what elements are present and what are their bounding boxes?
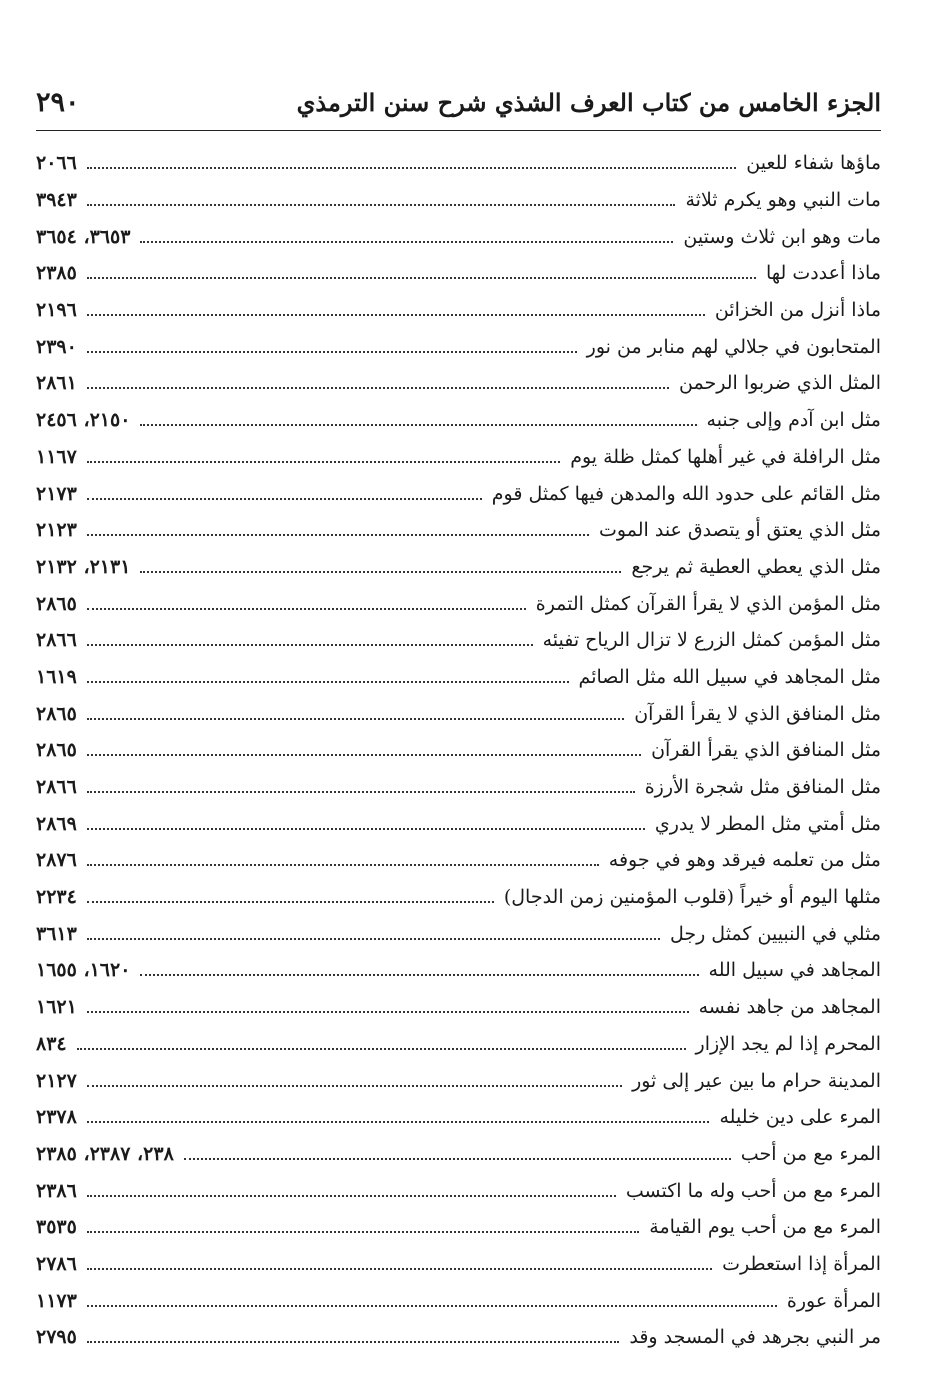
entry-text: مثل المنافق الذي لا يقرأ القرآن [634, 702, 881, 725]
entry-refs: ٢٨٦٥ [36, 739, 77, 762]
entry-refs: ٢٣٨، ٢٣٨٧، ٢٣٨٥ [36, 1142, 174, 1165]
dot-leader [184, 1158, 731, 1160]
index-entry [36, 1209, 881, 1246]
dot-leader [87, 1011, 689, 1013]
entry-refs: ٢٢٣٤ [36, 886, 77, 909]
entry-refs: ٢١٩٦ [36, 299, 77, 322]
dot-leader [87, 681, 569, 683]
index-entry [36, 1136, 881, 1173]
running-title: الجزء الخامس من كتاب العرف الشذي شرح سنن الترمذي [296, 87, 881, 117]
entry-refs: ١٦٢٠، ١٦٥٥ [36, 959, 131, 982]
index-entry [36, 805, 881, 842]
entry-text: ماذا أنزل من الخزائن [714, 299, 881, 322]
index-entry [36, 1026, 881, 1063]
dot-leader [87, 204, 676, 206]
index-entry [36, 1099, 881, 1136]
entry-text: المرء مع من أحب يوم القيامة [649, 1216, 881, 1239]
entry-text: مثل الذي يعتق أو يتصدق عند الموت [599, 519, 881, 542]
dot-leader [87, 461, 560, 463]
entry-refs: ٣٥٣٥ [36, 1216, 77, 1239]
entry-refs: ٢٨٦١ [36, 372, 77, 395]
entry-text: المرء مع من أحب وله ما اكتسب [625, 1179, 881, 1202]
entry-refs: ٢٨٦٩ [36, 812, 77, 835]
entry-text: المجاهد في سبيل الله [708, 959, 881, 982]
entry-text: مثل الذي يعطي العطية ثم يرجع [631, 555, 881, 578]
dot-leader [87, 644, 533, 646]
entry-text: المجاهد من جاهد نفسه [698, 996, 881, 1019]
dot-leader [87, 534, 589, 536]
index-entry [36, 292, 881, 329]
dot-leader [87, 351, 577, 353]
index-entry [36, 218, 881, 255]
entry-text: مثل المؤمن كمثل الزرع لا تزال الرياح تفيئه [542, 629, 881, 652]
dot-leader [140, 424, 696, 426]
entry-text: ماؤها شفاء للعين [746, 152, 881, 175]
index-entry [36, 439, 881, 476]
dot-leader [87, 1341, 620, 1343]
dot-leader [87, 277, 756, 279]
entry-text: مر النبي بجرهد في المسجد وقد [629, 1326, 881, 1349]
entry-text: مات النبي وهو يكرم ثلاثة [685, 189, 881, 212]
entry-refs: ٢٨٧٦ [36, 849, 77, 872]
index-entry [36, 475, 881, 512]
entry-refs: ٢١٧٣ [36, 482, 77, 505]
entry-refs: ٣٦١٣ [36, 922, 77, 945]
index-entry [36, 695, 881, 732]
dot-leader [87, 1231, 639, 1233]
entry-refs: ٣٦٥٣، ٣٦٥٤ [36, 225, 131, 248]
dot-leader [87, 938, 660, 940]
entry-text: المثل الذي ضربوا الرحمن [679, 372, 881, 395]
dot-leader [87, 864, 599, 866]
entry-refs: ٢٣٨٥ [36, 262, 77, 285]
index-entry [36, 255, 881, 292]
entry-refs: ٢٧٩٥ [36, 1326, 77, 1349]
index-entry [36, 622, 881, 659]
entry-refs: ٢٣٧٨ [36, 1106, 77, 1129]
header-divider [36, 130, 881, 131]
entry-refs: ١٦٢١ [36, 996, 77, 1019]
dot-leader [87, 754, 641, 756]
entry-refs: ٢١٢٧ [36, 1069, 77, 1092]
entry-refs: ٢٨٦٦ [36, 776, 77, 799]
entry-refs: ٢١٥٠، ٢٤٥٦ [36, 409, 131, 432]
page-header [36, 82, 881, 122]
dot-leader [87, 314, 705, 316]
entry-refs: ٢٨٦٥ [36, 702, 77, 725]
index-entry [36, 659, 881, 696]
dot-leader [87, 791, 635, 793]
entry-text: مثلها اليوم أو خيراً (قلوب المؤمنين زمن الدجال) [503, 886, 881, 909]
dot-leader [140, 571, 621, 573]
index-entry [36, 585, 881, 622]
dot-leader [140, 241, 673, 243]
entry-text: المرأة عورة [786, 1289, 881, 1312]
index-entry [36, 402, 881, 439]
dot-leader [87, 828, 645, 830]
entry-refs: ٢١٣١، ٢١٣٢ [36, 555, 131, 578]
entry-text: المحرم إذا لم يجد الإزار [695, 1032, 881, 1055]
entry-text: المدينة حرام ما بين عير إلى ثور [632, 1069, 881, 1092]
index-entry [36, 182, 881, 219]
entry-text: مثل ابن آدم وإلى جنبه [706, 409, 881, 432]
dot-leader [87, 718, 624, 720]
index-entry [36, 365, 881, 402]
index-entry [36, 1282, 881, 1319]
index-entry [36, 879, 881, 916]
entry-text: مثل المنافق الذي يقرأ القرآن [651, 739, 881, 762]
index-entry [36, 1246, 881, 1283]
entry-text: ماذا أعددت لها [765, 262, 881, 285]
index-entry [36, 328, 881, 365]
entry-text: المرء على دين خليله [719, 1106, 881, 1129]
index-list [36, 145, 881, 1356]
entry-refs: ٨٣٤ [36, 1032, 67, 1055]
entry-refs: ٢١٢٣ [36, 519, 77, 542]
dot-leader [87, 498, 482, 500]
entry-text: المتحابون في جلالي لهم منابر من نور [586, 335, 881, 358]
entry-text: مثل الرافلة في غير أهلها كمثل ظلة يوم [570, 445, 881, 468]
dot-leader [87, 1121, 710, 1123]
index-entry [36, 1172, 881, 1209]
index-entry [36, 512, 881, 549]
entry-refs: ٢٣٨٦ [36, 1179, 77, 1202]
index-entry [36, 915, 881, 952]
index-entry [36, 1319, 881, 1356]
entry-refs: ٢٠٦٦ [36, 152, 77, 175]
dot-leader [140, 974, 698, 976]
entry-refs: ١١٦٧ [36, 445, 77, 468]
entry-text: مات وهو ابن ثلاث وستين [683, 225, 881, 248]
dot-leader [87, 1268, 712, 1270]
dot-leader [87, 387, 669, 389]
entry-text: مثل القائم على حدود الله والمدهن فيها كمثل قوم [491, 482, 881, 505]
entry-text: مثل المؤمن الذي لا يقرأ القرآن كمثل التمرة [535, 592, 881, 615]
entry-text: مثلي في النبيين كمثل رجل [669, 922, 881, 945]
entry-text: مثل المجاهد في سبيل الله مثل الصائم [578, 665, 881, 688]
dot-leader [87, 1195, 616, 1197]
entry-refs: ٣٩٤٣ [36, 189, 77, 212]
entry-text: المرء مع من أحب [740, 1142, 881, 1165]
index-entry [36, 549, 881, 586]
dot-leader [87, 901, 494, 903]
index-entry [36, 769, 881, 806]
dot-leader [87, 1305, 777, 1307]
page-number: ٢٩٠ [36, 86, 80, 118]
entry-refs: ١٦١٩ [36, 665, 77, 688]
entry-text: مثل المنافق مثل شجرة الأرزة [644, 776, 881, 799]
index-entry [36, 842, 881, 879]
index-entry [36, 145, 881, 182]
index-entry [36, 989, 881, 1026]
entry-refs: ٢٣٩٠ [36, 335, 77, 358]
index-entry [36, 952, 881, 989]
entry-text: المرأة إذا استعطرت [722, 1252, 881, 1275]
entry-refs: ١١٧٣ [36, 1289, 77, 1312]
entry-refs: ٢٨٦٦ [36, 629, 77, 652]
dot-leader [87, 608, 526, 610]
entry-refs: ٢٨٦٥ [36, 592, 77, 615]
dot-leader [87, 167, 736, 169]
index-entry [36, 732, 881, 769]
entry-text: مثل من تعلمه فيرقد وهو في جوفه [608, 849, 881, 872]
dot-leader [87, 1085, 622, 1087]
index-entry [36, 1062, 881, 1099]
dot-leader [77, 1048, 686, 1050]
entry-refs: ٢٧٨٦ [36, 1252, 77, 1275]
entry-text: مثل أمتي مثل المطر لا يدري [654, 812, 881, 835]
